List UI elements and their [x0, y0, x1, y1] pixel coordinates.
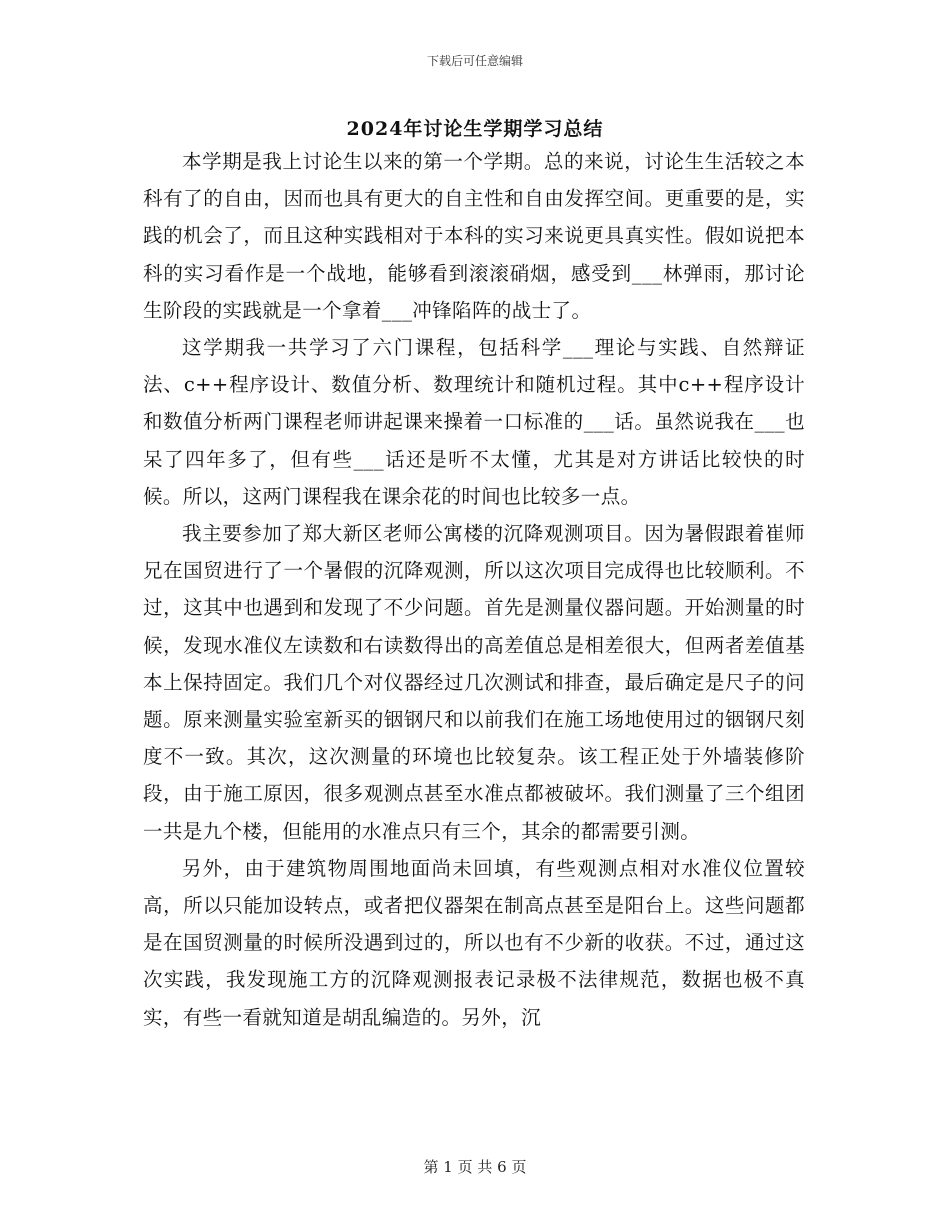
paragraph: 我主要参加了郑大新区老师公寓楼的沉降观测项目。因为暑假跟着崔师兄在国贸进行了一个暑假的沉降观测，所以这次项目完成得也比较顺利。不过，这其中也遇到和发现了不少问题。首先是测量仪器问题。开始测量的时候，发现水准仪左读数和右读数得出的高差值总是相差很大，但两者差值基本上保持固定。我们几个对仪器经过几次测试和排查，最后确定是尺子的问题。原来测量实验室新买的铟钢尺和以前我们在施工场地使用过的铟钢尺刻度不一致。其次，这次测量的环境也比较复杂。该工程正处于外墙装修阶段，由于施工原因，很多观测点甚至水准点都被破坏。我们测量了三个组团一共是九个楼，但能用的水准点只有三个，其余的都需要引测。 — [143, 522, 805, 843]
document-title: 2024年讨论生学期学习总结 — [346, 118, 604, 140]
document-body — [143, 143, 805, 1036]
paragraph: 这学期我一共学习了六门课程，包括科学___理论与实践、自然辩证法、c++程序设计、数值分析、数理统计和随机过程。其中c++程序设计和数值分析两门课程老师讲起课来操着一口标准的___话。虽然说我在___也呆了四年多了，但有些___话还是听不太懂，尤其是对方讲话比较快的时候。所以，这两门课程我在课余花的时间也比较多一点。 — [143, 336, 805, 508]
header-note: 下载后可任意编辑 — [426, 54, 523, 68]
page-number: 第 1 页 共 6 页 — [423, 1158, 527, 1176]
paragraph: 本学期是我上讨论生以来的第一个学期。总的来说，讨论生生活较之本科有了的自由，因而也具有更大的自主性和自由发挥空间。更重要的是，实践的机会了，而且这种实践相对于本科的实习来说更具真实性。假如说把本科的实习看作是一个战地，能够看到滚滚硝烟，感受到___林弹雨，那讨论生阶段的实践就是一个拿着___冲锋陷阵的战士了。 — [143, 150, 805, 322]
paragraph: 另外，由于建筑物周围地面尚未回填，有些观测点相对水准仪位置较高，所以只能加设转点，或者把仪器架在制高点甚至是阳台上。这些问题都是在国贸测量的时候所没遇到过的，所以也有不少新的收获。不过，通过这次实践，我发现施工方的沉降观测报表记录极不法律规范，数据也极不真实，有些一看就知道是胡乱编造的。另外，沉 — [143, 856, 805, 1029]
